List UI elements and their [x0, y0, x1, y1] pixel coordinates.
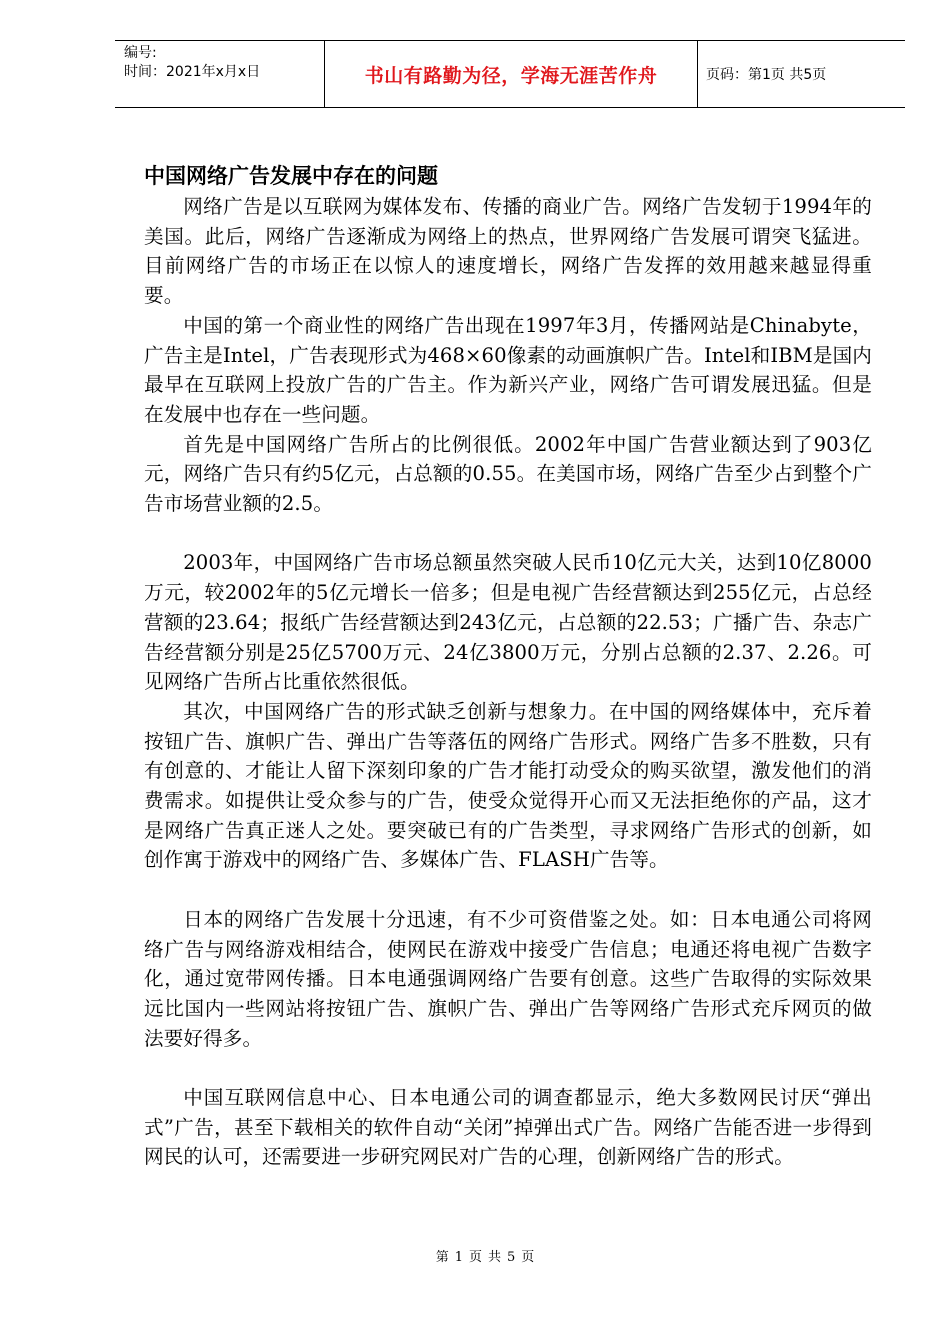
paragraph-3: 首先是中国网络广告所占的比例很低。2002年中国广告营业额达到了903亿元，网络广告只有约5亿元，占总额的0.55。在美国市场，网络广告至少占到整个广告市场营业额的2.5。 [144, 432, 872, 516]
footer-text: 页 [521, 1250, 535, 1265]
header-motto: 书山有路勤为径，学海无涯苦作舟 [325, 41, 698, 107]
paragraph-2: 中国的第一个商业性的网络广告出现在1997年3月，传播网站是Chinabyte，广告主是Intel，广告表现形式为468×60像素的动画旗帜广告。Intel和IBM是国内最早在互联网上投放广告的广告主。作为新兴产业，网络广告可谓发展迅猛。但是在发展中也存在一些问题。 [144, 313, 872, 426]
page-footer [0, 1246, 950, 1265]
document-title: 中国网络广告发展中存在的问题 [144, 164, 438, 188]
number-label: 编号: [124, 45, 157, 61]
page-header [115, 40, 905, 108]
header-page-info: 页码：第1页 共5页 [706, 67, 827, 83]
footer-current-page: 1 [454, 1250, 463, 1265]
document-body [144, 160, 872, 1172]
paragraph-6: 日本的网络广告发展十分迅速，有不少可资借鉴之处。如：日本电通公司将网络广告与网络游戏相结合，使网民在游戏中接受广告信息；电通还将电视广告数字化，通过宽带网传播。日本电通强调网络广告要有创意。这些广告取得的实际效果远比国内一些网站将按钮广告、旗帜广告、弹出广告等网络广告形式充斥网页的做法要好得多。 [144, 907, 872, 1050]
paragraph-5: 其次，中国网络广告的形式缺乏创新与想象力。在中国的网络媒体中，充斥着按钮广告、旗帜广告、弹出广告等落伍的网络广告形式。网络广告多不胜数，只有有创意的、才能让人留下深刻印象的广告才能打动受众的购买欲望，激发他们的消费需求。如提供让受众参与的广告，使受众觉得开心而又无法拒绝你的产品，这才是网络广告真正迷人之处。要突破已有的广告类型，寻求网络广告形式的创新，如创作寓于游戏中的网络广告、多媒体广告、FLASH广告等。 [144, 699, 872, 872]
footer-text: 页 [468, 1250, 482, 1265]
paragraph-4: 2003年，中国网络广告市场总额虽然突破人民币10亿元大关，达到10亿8000万元，较2002年的5亿元增长一倍多；但是电视广告经营额达到255亿元，占总经营额的23.64；报纸广告经营额达到243亿元，占总额的22.53；广播广告、杂志广告经营额分别是25亿5700万元、24亿3800万元，分别占总额的2.37、2.26。可见网络广告所占比重依然很低。 [144, 551, 872, 694]
footer-total-pages: 5 [507, 1250, 516, 1265]
header-meta [115, 41, 325, 107]
footer-text: 共 [488, 1250, 502, 1265]
footer-text: 第 [435, 1250, 449, 1265]
paragraph-7: 中国互联网信息中心、日本电通公司的调查都显示，绝大多数网民讨厌“弹出式”广告，甚至下载相关的软件自动“关闭”掉弹出式广告。网络广告能否进一步得到网民的认可，还需要进一步研究网民对广告的心理，创新网络广告的形式。 [144, 1086, 872, 1169]
spacer [144, 1053, 872, 1083]
spacer [144, 875, 872, 905]
time-label: 时间：2021年x月x日 [124, 64, 261, 80]
paragraph-1: 网络广告是以互联网为媒体发布、传播的商业广告。网络广告发轫于1994年的美国。此后，网络广告逐渐成为网络上的热点，世界网络广告发展可谓突飞猛进。目前网络广告的市场正在以惊人的速度增长，网络广告发挥的效用越来越显得重要。 [144, 195, 872, 308]
spacer [144, 519, 872, 549]
